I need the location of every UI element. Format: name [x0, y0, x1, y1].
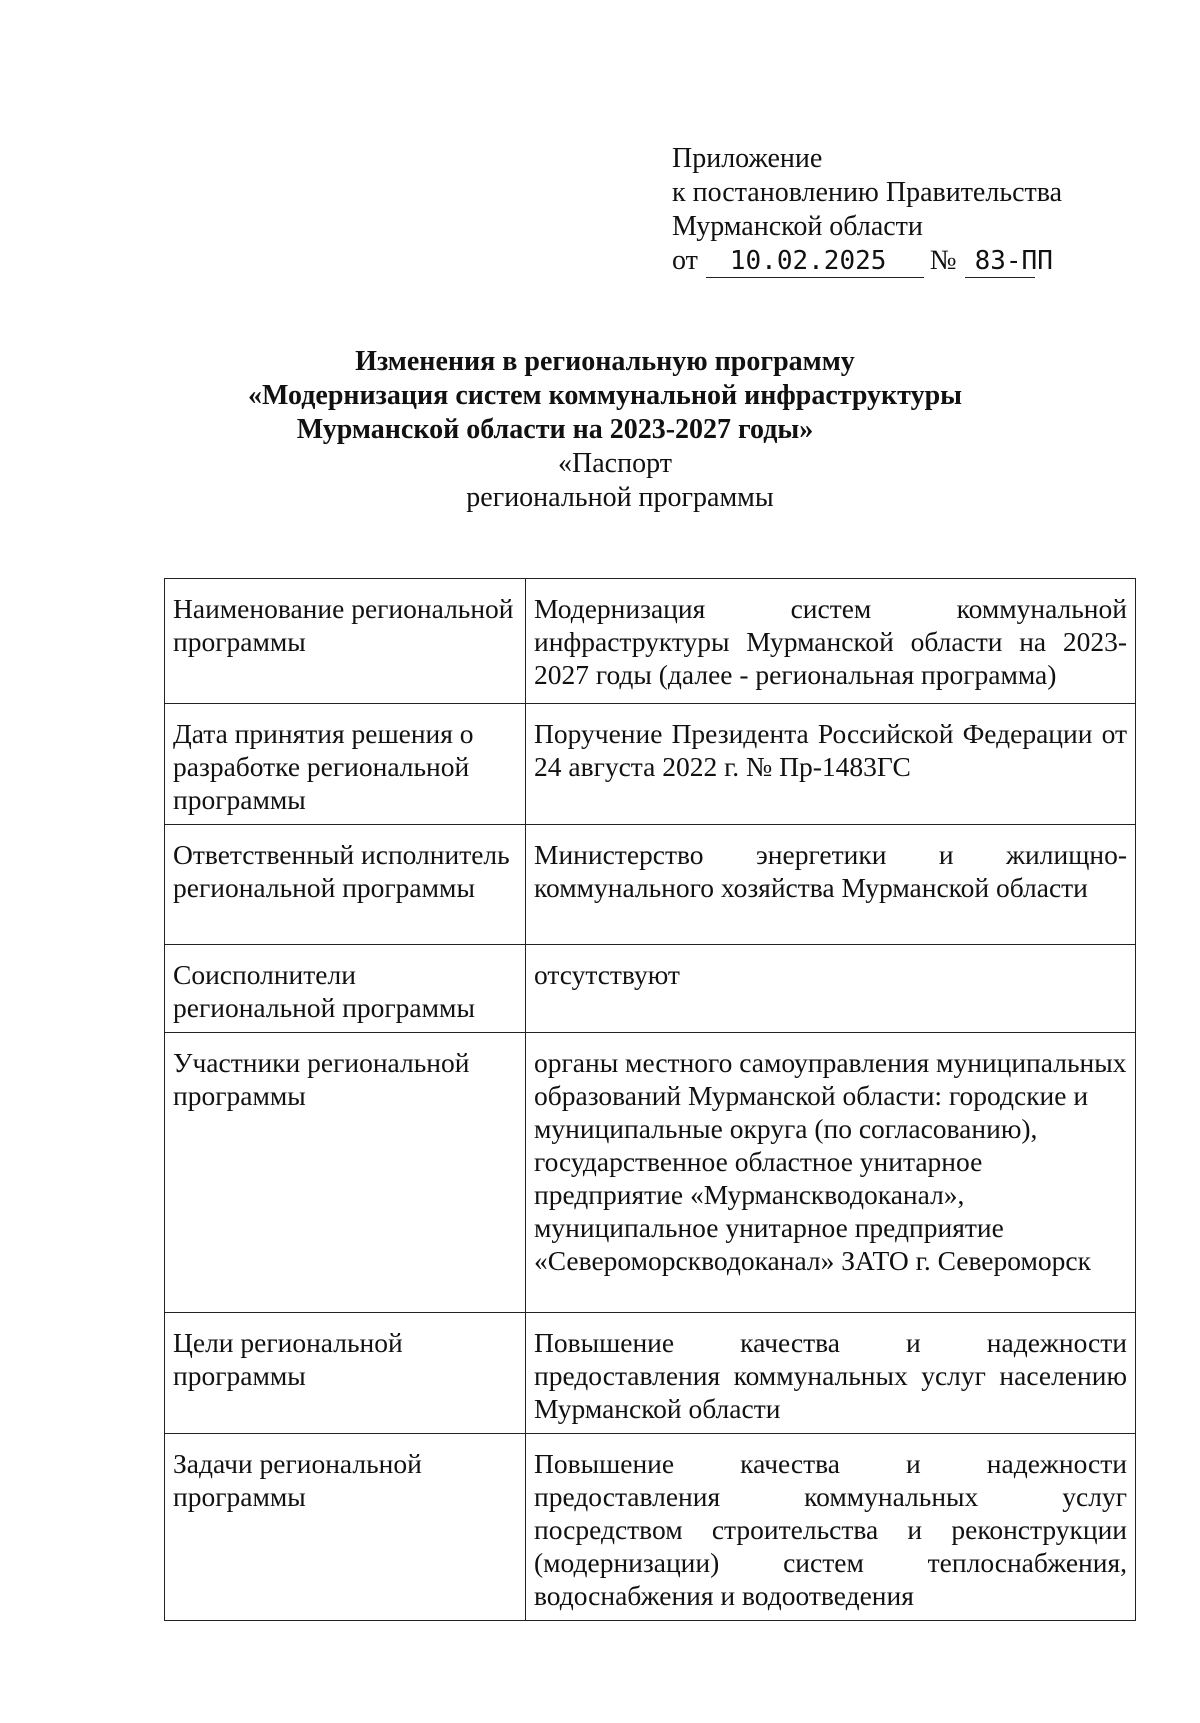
- appendix-header: [672, 142, 1062, 278]
- row-value: Поручение Президента Российской Федерации от 24 августа 2022 г. № Пр-1483ГС: [526, 704, 1136, 825]
- resolution-number: 83-ПП: [965, 246, 1035, 278]
- row-value: Повышение качества и надежности предоставления коммунальных услуг населению Мурманской области: [526, 1313, 1136, 1434]
- title-line-3: Мурманской области на 2023-2027 годы»: [296, 414, 814, 445]
- table-row: [165, 1033, 1136, 1313]
- table-row: [165, 1434, 1136, 1621]
- appendix-region-line: Мурманской области: [672, 211, 923, 242]
- row-value: Министерство энергетики и жилищно-коммунального хозяйства Мурманской области: [526, 825, 1136, 945]
- table-row: [165, 579, 1136, 704]
- from-label: от: [672, 245, 698, 276]
- appendix-reference: [672, 244, 1062, 278]
- passport-subheading: региональной программы: [466, 482, 774, 513]
- table-row: [165, 1313, 1136, 1434]
- appendix-resolution-line: к постановлению Правительства: [672, 177, 1063, 208]
- title-line-1: Изменения в региональную программу: [355, 346, 855, 377]
- appendix-title: Приложение: [672, 143, 823, 174]
- row-label: Цели региональной программы: [165, 1313, 526, 1434]
- table-row: [165, 945, 1136, 1033]
- row-label: Задачи региональной программы: [165, 1434, 526, 1621]
- row-value: отсутствуют: [526, 945, 1136, 1033]
- number-label: №: [929, 245, 957, 276]
- resolution-date: 10.02.2025: [706, 246, 924, 278]
- table-row: [165, 825, 1136, 945]
- passport-heading: «Паспорт: [558, 448, 672, 479]
- document-title: [0, 345, 1200, 515]
- table-row: [165, 704, 1136, 825]
- title-line-2: «Модернизация систем коммунальной инфраструктуры: [247, 380, 962, 411]
- row-label: Ответственный исполнитель региональной программы: [165, 825, 526, 945]
- row-label: Соисполнители региональной программы: [165, 945, 526, 1033]
- row-value: органы местного самоуправления муниципальных образований Мурманской области: городские и муниципальные округа (по согласованию), государственное областное унитарное предприятие «Мурманскводоканал», муниципальное унитарное предприятие «Североморскводоканал» ЗАТО г. Североморск: [526, 1033, 1136, 1313]
- row-label: Участники региональной программы: [165, 1033, 526, 1313]
- row-label: Дата принятия решения о разработке региональной программы: [165, 704, 526, 825]
- program-passport-table: [164, 578, 1136, 1621]
- row-value: Повышение качества и надежности предоставления коммунальных услуг посредством строительства и реконструкции (модернизации) систем теплоснабжения, водоснабжения и водоотведения: [526, 1434, 1136, 1621]
- row-value: Модернизация систем коммунальной инфраструктуры Мурманской области на 2023-2027 годы (далее - региональная программа): [526, 579, 1136, 704]
- row-label: Наименование региональной программы: [165, 579, 526, 704]
